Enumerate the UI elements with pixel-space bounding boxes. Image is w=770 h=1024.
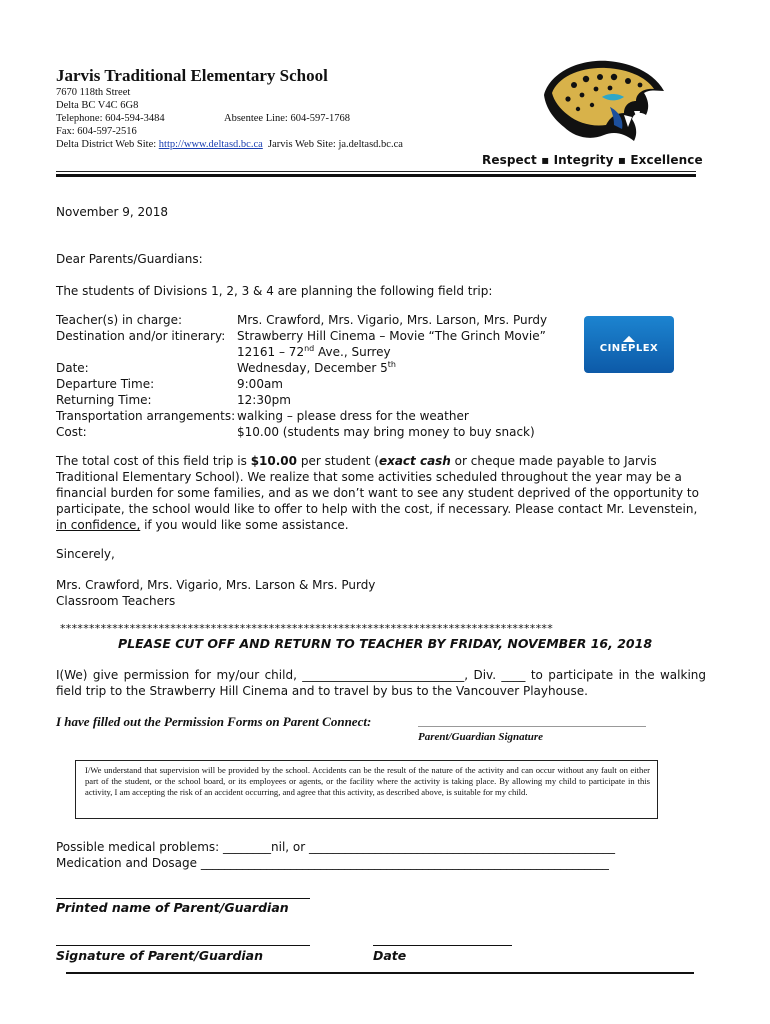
- fax: Fax: 604-597-2516: [56, 126, 137, 137]
- label-date: Date:: [56, 361, 89, 375]
- school-motto: Respect ▪ Integrity ▪ Excellence: [482, 153, 703, 167]
- waiver-box: I/We understand that supervision will be provided by the school. Accidents can be the result of the nature of the activity and can occur without any fault on either part of the student, or the school board, or its employees or agents, or the facility where the activity is taking place. By allowing my child to participate in this activity, I am accepting the risk of an accident occurring, and agree that this activity, as described above, is suitable for my child.: [75, 760, 658, 819]
- bottom-rule: [66, 972, 694, 974]
- label-returning: Returning Time:: [56, 393, 152, 407]
- label-transport: Transportation arrangements:: [56, 409, 236, 423]
- absentee-line: Absentee Line: 604-597-1768: [224, 113, 350, 124]
- value-teachers: Mrs. Crawford, Mrs. Vigario, Mrs. Larson, Mrs. Purdy: [237, 313, 548, 327]
- value-cost: $10.00 (students may bring money to buy snack): [237, 425, 535, 439]
- parent-connect-label: I have filled out the Permission Forms on Parent Connect:: [56, 714, 372, 729]
- school-name: Jarvis Traditional Elementary School: [56, 66, 328, 85]
- cut-line: *************************************************************************************: [60, 622, 553, 635]
- address-sup: nd: [304, 344, 315, 353]
- cineplex-logo: [584, 316, 674, 373]
- signature-label: Signature of Parent/Guardian: [56, 948, 264, 963]
- jaguar-logo-icon: [540, 55, 668, 147]
- medication-field[interactable]: Medication and Dosage ____________________________________________________________________: [56, 856, 609, 870]
- address-prefix: 12161 – 72: [237, 345, 305, 359]
- salutation: Dear Parents/Guardians:: [56, 252, 203, 266]
- signoff-title: Classroom Teachers: [56, 594, 176, 608]
- date-label: Date: [373, 948, 407, 963]
- address-suffix: Ave., Surrey: [314, 345, 391, 359]
- cost-amount: $10.00: [250, 454, 298, 468]
- signature-field[interactable]: [56, 945, 310, 946]
- header-rule-thick: [56, 174, 696, 177]
- signature-field-top[interactable]: [418, 726, 646, 727]
- value-address: [237, 345, 391, 359]
- value-departure: 9:00am: [237, 377, 283, 391]
- value-transport: walking – please dress for the weather: [237, 409, 469, 423]
- jarvis-site: Jarvis Web Site: ja.deltasd.bc.ca: [268, 139, 403, 150]
- signoff-names: Mrs. Crawford, Mrs. Vigario, Mrs. Larson & Mrs. Purdy: [56, 578, 376, 592]
- label-teachers: Teacher(s) in charge:: [56, 313, 183, 327]
- intro-line: The students of Divisions 1, 2, 3 & 4 are planning the following field trip:: [56, 284, 493, 298]
- cineplex-wordmark: CINEPLEX: [599, 343, 659, 354]
- value-destination: Strawberry Hill Cinema – Movie “The Grinch Movie”: [237, 329, 546, 343]
- value-date: [237, 361, 396, 375]
- date-sup: th: [387, 360, 396, 369]
- label-cost: Cost:: [56, 425, 87, 439]
- date-prefix: Wednesday, December 5: [237, 361, 388, 375]
- in-confidence: in confidence,: [56, 518, 141, 532]
- medical-problems-field[interactable]: Possible medical problems: ________nil, or ___________________________________________________: [56, 840, 616, 854]
- permission-text: I(We) give permission for my/our child, ___________________________, Div. ____ to participate in the walking field trip to the Strawberry Hill Cinema and to travel by bus to the Vancouver Playhouse.: [56, 668, 706, 698]
- printed-name-field[interactable]: [56, 898, 310, 899]
- return-heading: PLEASE CUT OFF AND RETURN TO TEACHER BY FRIDAY, NOVEMBER 16, 2018: [117, 636, 653, 651]
- label-departure: Departure Time:: [56, 377, 155, 391]
- header-rule-thin: [56, 171, 696, 172]
- cost-text-3: or cheque made payable to Jarvis Traditional Elementary School). We realize that some activities scheduled throughout the year may be a financial burden for some families, and as we don’t want to see any student deprived of the opportunity to participate, the school would like to offer to help with the cost, if necessary. Please contact Mr. Levenstein,: [56, 454, 699, 516]
- district-link[interactable]: http://www.deltasd.bc.ca: [158, 139, 263, 150]
- cineplex-mark-icon: ◢◣: [622, 334, 636, 343]
- cost-paragraph: [56, 453, 706, 533]
- cost-text-2: per student (: [297, 454, 379, 468]
- address-street: 7670 118th Street: [56, 87, 131, 98]
- cost-text-1: The total cost of this field trip is: [56, 454, 251, 468]
- web-line: [56, 138, 403, 151]
- address-city: Delta BC V4C 6G8: [56, 100, 139, 111]
- exact-cash: exact cash: [378, 454, 451, 468]
- value-returning: 12:30pm: [237, 393, 291, 407]
- date-field[interactable]: [373, 945, 512, 946]
- telephone: Telephone: 604-594-3484: [56, 113, 165, 124]
- signature-caption: Parent/Guardian Signature: [418, 731, 544, 743]
- printed-name-label: Printed name of Parent/Guardian: [56, 900, 289, 915]
- letter-date: November 9, 2018: [56, 205, 169, 219]
- cost-text-4: if you would like some assistance.: [140, 518, 349, 532]
- label-destination: Destination and/or itinerary:: [56, 329, 226, 343]
- closing: Sincerely,: [56, 547, 115, 561]
- district-prefix: Delta District Web Site:: [56, 139, 159, 150]
